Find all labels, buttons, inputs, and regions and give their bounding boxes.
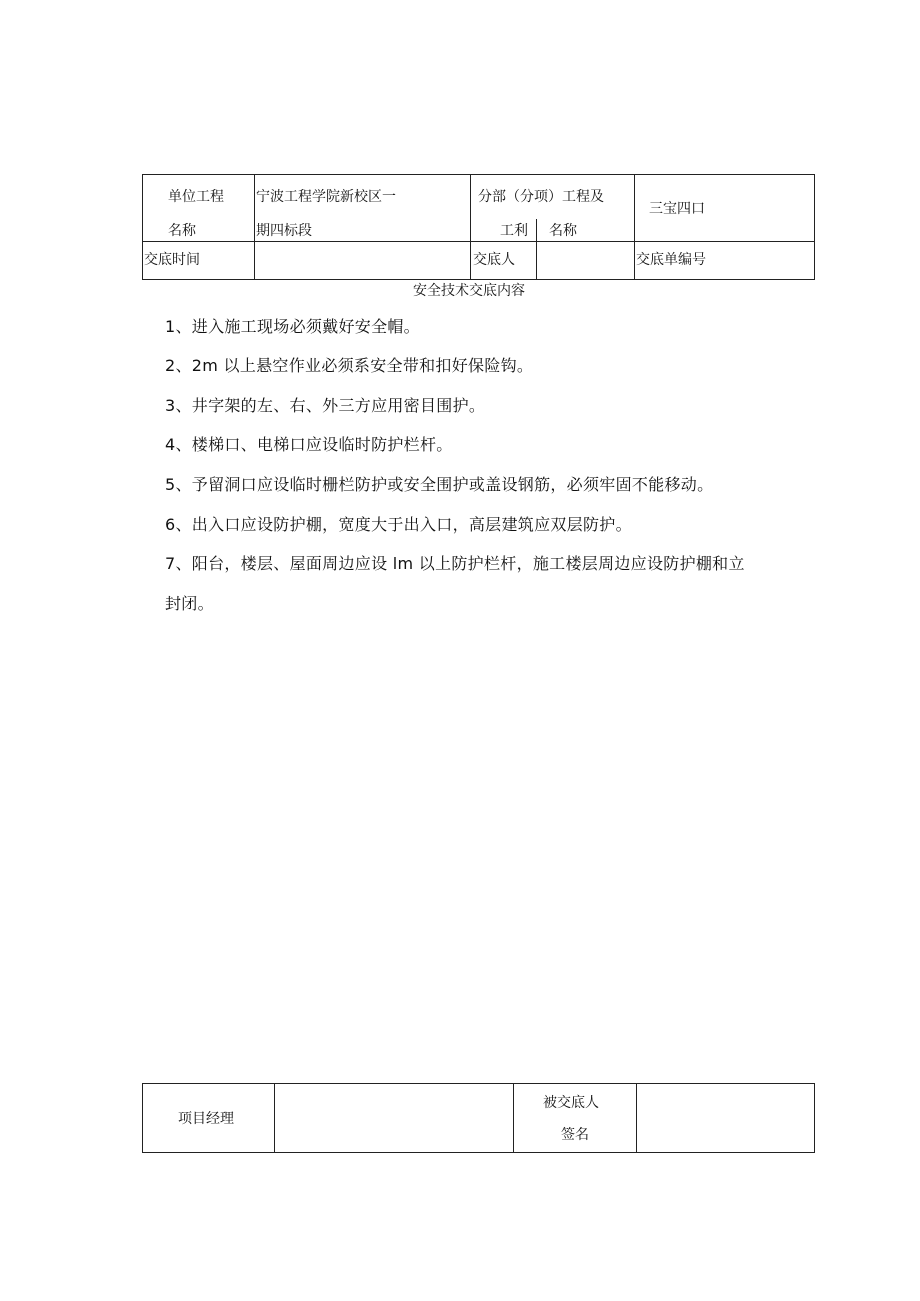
unit-label-line1: 单位工程 bbox=[168, 189, 224, 205]
header-row-divider bbox=[142, 241, 815, 242]
header-col-divider-2 bbox=[470, 174, 471, 280]
footer-table-border bbox=[142, 1083, 815, 1153]
header-col-divider-3 bbox=[536, 219, 537, 280]
list-item: 3、井字架的左、右、外三方应用密目围护。 bbox=[165, 396, 486, 415]
sub-label-line1: 分部（分项）工程及 bbox=[478, 189, 604, 205]
sub-value: 三宝四口 bbox=[649, 201, 705, 217]
footer-col-divider-1 bbox=[274, 1083, 275, 1153]
list-item: 1、进入施工现场必须戴好安全帽。 bbox=[165, 317, 420, 336]
list-item: 4、楼梯口、电梯口应设临时防护栏杆。 bbox=[165, 435, 453, 454]
manager-label: 项目经理 bbox=[178, 1111, 234, 1127]
footer-col-divider-2 bbox=[513, 1083, 514, 1153]
list-item: 封闭。 bbox=[165, 594, 214, 613]
number-label: 交底单编号 bbox=[636, 252, 706, 268]
list-item: 7、阳台，楼层、屋面周边应设 lm 以上防护栏杆，施工楼层周边应设防护棚和立 bbox=[165, 554, 745, 573]
unit-label-line2: 名称 bbox=[168, 223, 196, 239]
header-col-divider-1 bbox=[254, 174, 255, 280]
list-item: 2、2m 以上悬空作业必须系安全带和扣好保险钩。 bbox=[165, 356, 534, 375]
person-label: 交底人 bbox=[473, 252, 515, 268]
unit-value-line2: 期四标段 bbox=[256, 223, 312, 239]
sub-label-line2b: 名称 bbox=[549, 223, 577, 239]
time-label: 交底时间 bbox=[144, 252, 200, 268]
unit-value-line1: 宁波工程学院新校区一 bbox=[256, 189, 396, 205]
footer-col-divider-3 bbox=[636, 1083, 637, 1153]
receiver-label-line2: 签名 bbox=[561, 1127, 589, 1143]
header-col-divider-4 bbox=[634, 174, 635, 280]
list-item: 5、予留洞口应设临时栅栏防护或安全围护或盖设钢筋，必须牢固不能移动。 bbox=[165, 475, 714, 494]
list-item: 6、出入口应设防护棚，宽度大于出入口，高层建筑应双层防护。 bbox=[165, 515, 632, 534]
content-title: 安全技术交底内容 bbox=[413, 283, 525, 299]
receiver-label-line1: 被交底人 bbox=[543, 1095, 599, 1111]
sub-label-line2a: 工利 bbox=[500, 223, 528, 239]
